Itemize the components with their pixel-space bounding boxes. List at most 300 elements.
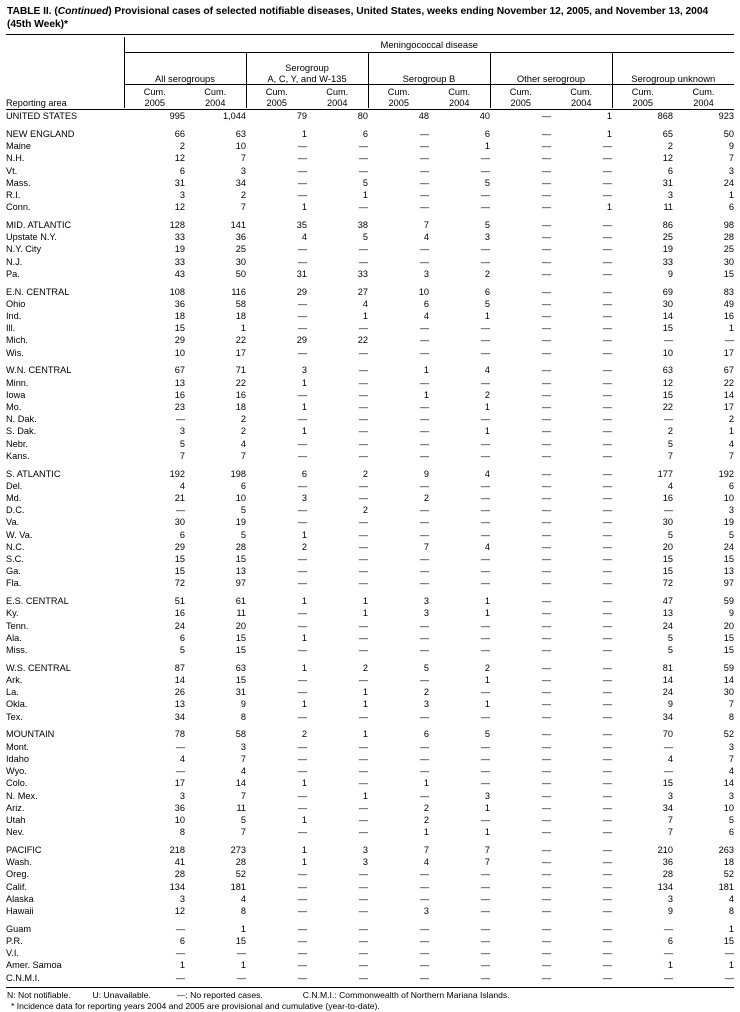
data-cell: 16 — [174, 608, 185, 619]
data-cell: 181 — [718, 881, 734, 892]
reporting-area-cell: Utah — [6, 814, 26, 825]
data-cell: — — [480, 948, 490, 959]
reporting-area-cell: Amer. Samoa — [6, 960, 62, 971]
data-cell: 7 — [728, 153, 734, 164]
reporting-area-cell: S. ATLANTIC — [6, 468, 61, 479]
data-cell: — — [297, 323, 307, 334]
data-cell: — — [541, 141, 551, 152]
data-cell: — — [297, 893, 307, 904]
data-cell: 19 — [235, 517, 246, 528]
data-cell: 22 — [662, 402, 673, 413]
reporting-area-cell: Oreg. — [6, 869, 29, 880]
data-cell: — — [602, 347, 612, 358]
table-row — [6, 698, 734, 710]
data-cell: — — [541, 729, 551, 740]
data-cell: 15 — [662, 389, 673, 400]
data-cell: — — [541, 844, 551, 855]
data-cell: — — [541, 711, 551, 722]
data-cell: 8 — [240, 711, 246, 722]
data-cell: 9 — [667, 905, 673, 916]
data-cell: 1 — [301, 632, 307, 643]
data-cell: 1 — [667, 960, 673, 971]
reporting-area-cell: Conn. — [6, 202, 31, 213]
data-cell: — — [602, 450, 612, 461]
data-cell: — — [480, 450, 490, 461]
data-cell: 1 — [484, 675, 490, 686]
data-cell: 5 — [667, 438, 673, 449]
data-cell: — — [602, 632, 612, 643]
data-cell: 1 — [423, 827, 429, 838]
data-cell: — — [358, 972, 368, 983]
data-cell: — — [297, 827, 307, 838]
data-cell: 7 — [179, 450, 185, 461]
data-cell: — — [358, 365, 368, 376]
reporting-area-cell: R.I. — [6, 190, 21, 200]
data-cell: — — [602, 948, 612, 959]
data-cell: — — [297, 578, 307, 589]
data-cell: 4 — [362, 298, 368, 309]
data-cell: 15 — [235, 645, 246, 656]
data-cell: — — [358, 741, 368, 752]
data-cell: 2 — [240, 414, 246, 425]
data-cell: — — [541, 389, 551, 400]
table-row — [6, 620, 734, 632]
reporting-area-cell: W.N. CENTRAL — [6, 365, 72, 376]
data-cell: — — [541, 529, 551, 540]
data-cell: 1 — [301, 596, 307, 607]
data-cell: 5 — [240, 529, 246, 540]
header-cum-label: Cum. — [387, 87, 410, 98]
data-cell: — — [297, 298, 307, 309]
data-cell: 10 — [174, 814, 185, 825]
data-cell: — — [602, 414, 612, 425]
data-cell: 128 — [169, 220, 185, 230]
data-cell: — — [419, 377, 429, 388]
data-cell: — — [602, 699, 612, 710]
reporting-area-cell: Tenn. — [6, 620, 29, 631]
data-cell: — — [541, 232, 551, 243]
table-row — [6, 231, 734, 243]
data-cell: — — [602, 608, 612, 619]
data-cell: — — [297, 566, 307, 577]
data-cell: 8 — [240, 905, 246, 916]
reporting-area-cell: Calif. — [6, 881, 27, 892]
data-cell: — — [175, 414, 185, 425]
data-cell: — — [358, 244, 368, 255]
reporting-area-cell: Ill. — [6, 323, 16, 334]
data-cell: — — [358, 620, 368, 631]
data-cell: 59 — [723, 662, 734, 673]
data-cell: 1 — [362, 729, 368, 740]
data-cell: — — [175, 741, 185, 752]
table-row — [6, 401, 734, 413]
data-cell: 6 — [179, 632, 185, 643]
data-cell: — — [541, 426, 551, 437]
data-cell: 1 — [301, 699, 307, 710]
reporting-area-cell: N.J. — [6, 256, 23, 267]
data-cell: — — [541, 699, 551, 710]
table-row — [6, 674, 734, 686]
reporting-area-cell: Ariz. — [6, 802, 25, 813]
data-cell: — — [358, 493, 368, 504]
data-cell: — — [541, 165, 551, 176]
data-cell: — — [419, 935, 429, 946]
data-cell: 4 — [667, 753, 673, 764]
data-cell: — — [358, 141, 368, 152]
data-cell: — — [419, 347, 429, 358]
reporting-area-cell: Mich. — [6, 335, 28, 346]
data-cell: 36 — [174, 802, 185, 813]
data-cell: 49 — [723, 298, 734, 309]
header-cum-label: Cum. — [143, 87, 166, 98]
reporting-area-cell: Mont. — [6, 741, 29, 752]
data-cell: — — [297, 153, 307, 164]
data-cell: 1 — [484, 311, 490, 322]
data-cell: 4 — [484, 468, 490, 479]
data-cell: — — [358, 566, 368, 577]
data-cell: — — [480, 505, 490, 516]
data-cell: — — [297, 554, 307, 565]
data-cell: 995 — [169, 111, 185, 122]
data-cell: 7 — [240, 827, 246, 838]
data-cell: 2 — [423, 493, 429, 504]
data-cell: 1 — [362, 596, 368, 607]
reporting-area-cell: N.C. — [6, 541, 25, 552]
data-cell: — — [297, 753, 307, 764]
data-cell: 1 — [728, 190, 734, 200]
table-row — [6, 268, 734, 280]
reporting-area-cell: E.N. CENTRAL — [6, 286, 70, 297]
data-cell: 7 — [240, 153, 246, 164]
data-cell: 36 — [174, 298, 185, 309]
data-cell: 30 — [235, 256, 246, 267]
data-cell: 79 — [296, 111, 307, 122]
reporting-area-cell: Guam — [6, 923, 32, 934]
header-cum-col-7 — [551, 85, 612, 109]
table-row — [6, 541, 734, 553]
data-cell: 2 — [301, 729, 307, 740]
data-cell: 6 — [179, 529, 185, 540]
data-cell: 1 — [301, 529, 307, 540]
data-cell: — — [297, 972, 307, 983]
data-cell: 13 — [174, 377, 185, 388]
data-cell: — — [541, 298, 551, 309]
data-cell: — — [480, 814, 490, 825]
data-cell: 1 — [606, 128, 612, 139]
reporting-area-cell: Minn. — [6, 377, 29, 388]
table-row — [6, 856, 734, 868]
reporting-area-cell: Hawaii — [6, 905, 34, 916]
data-cell: — — [358, 753, 368, 764]
data-cell: — — [724, 972, 734, 983]
data-cell: 4 — [423, 311, 429, 322]
data-cell: — — [541, 505, 551, 516]
data-cell: — — [602, 645, 612, 656]
data-cell: — — [602, 480, 612, 491]
data-cell: — — [541, 741, 551, 752]
data-cell: 16 — [723, 311, 734, 322]
data-cell: — — [602, 881, 612, 892]
table-row — [6, 947, 734, 959]
data-cell: — — [419, 620, 429, 631]
data-cell: 6 — [667, 165, 673, 176]
data-cell: 10 — [235, 141, 246, 152]
table-row — [6, 565, 734, 577]
data-cell: 4 — [240, 438, 246, 449]
data-cell: 7 — [667, 827, 673, 838]
data-cell: 21 — [174, 493, 185, 504]
data-cell: 5 — [240, 814, 246, 825]
data-cell: — — [541, 256, 551, 267]
header-cum-year: 2004 — [571, 97, 592, 108]
data-cell: 14 — [235, 778, 246, 789]
header-cum-year: 2005 — [510, 97, 531, 108]
data-cell: 15 — [174, 554, 185, 565]
data-cell: — — [297, 675, 307, 686]
data-cell: 1 — [301, 778, 307, 789]
data-cell: — — [480, 578, 490, 589]
data-cell: 1 — [728, 960, 734, 971]
data-cell: — — [602, 972, 612, 983]
table-row — [6, 310, 734, 322]
data-cell: 3 — [301, 365, 307, 376]
header-cum-col-4 — [368, 85, 429, 109]
header-cum-col-0 — [124, 85, 185, 109]
data-cell: — — [480, 480, 490, 491]
data-cell: 6 — [423, 298, 429, 309]
data-cell: — — [358, 711, 368, 722]
data-cell: — — [480, 960, 490, 971]
data-cell: — — [419, 972, 429, 983]
header-group-line1: Serogroup unknown — [631, 72, 716, 84]
data-cell: — — [602, 529, 612, 540]
data-cell: 5 — [240, 505, 246, 516]
data-cell: — — [541, 402, 551, 413]
data-cell: 81 — [662, 662, 673, 673]
data-cell: — — [419, 711, 429, 722]
reporting-area-cell: UNITED STATES — [6, 111, 78, 122]
data-cell: — — [541, 414, 551, 425]
table-row — [6, 595, 734, 607]
data-cell: — — [297, 505, 307, 516]
data-cell: — — [480, 244, 490, 255]
data-cell: — — [602, 905, 612, 916]
data-cell: 1 — [484, 402, 490, 413]
data-cell: 52 — [723, 869, 734, 880]
data-cell: 24 — [723, 177, 734, 188]
data-cell: 63 — [662, 365, 673, 376]
data-cell: 9 — [667, 268, 673, 279]
data-cell: — — [541, 365, 551, 376]
reporting-area-cell: N. Dak. — [6, 414, 37, 425]
table-row — [6, 256, 734, 268]
data-cell: 4 — [179, 480, 185, 491]
data-cell: 3 — [362, 857, 368, 868]
data-cell: 1 — [484, 596, 490, 607]
reporting-area-cell: Tex. — [6, 711, 23, 722]
data-cell: 7 — [240, 202, 246, 213]
data-cell: — — [541, 480, 551, 491]
data-cell: — — [602, 790, 612, 801]
reporting-area-cell: Ala. — [6, 632, 22, 643]
data-cell: — — [541, 596, 551, 607]
data-cell: — — [541, 662, 551, 673]
table-row — [6, 686, 734, 698]
reporting-area-cell: D.C. — [6, 505, 25, 516]
data-cell: — — [480, 881, 490, 892]
data-cell: — — [602, 857, 612, 868]
data-cell: — — [358, 960, 368, 971]
data-cell: — — [602, 596, 612, 607]
data-cell: 50 — [723, 128, 734, 139]
data-cell: 263 — [718, 844, 734, 855]
table-row — [6, 728, 734, 740]
reporting-area-cell: Alaska — [6, 893, 34, 904]
data-cell: 7 — [667, 450, 673, 461]
data-cell: 28 — [174, 869, 185, 880]
data-cell: 5 — [728, 814, 734, 825]
data-cell: 51 — [174, 596, 185, 607]
table-row — [6, 480, 734, 492]
data-cell: 7 — [728, 450, 734, 461]
data-cell: 5 — [667, 632, 673, 643]
data-cell: 66 — [174, 128, 185, 139]
data-cell: — — [541, 675, 551, 686]
data-cell: — — [541, 438, 551, 449]
data-cell: 63 — [235, 128, 246, 139]
data-cell: 29 — [296, 286, 307, 297]
data-cell: — — [602, 335, 612, 346]
data-cell: — — [297, 869, 307, 880]
data-cell: 1 — [362, 699, 368, 710]
data-cell: — — [602, 687, 612, 698]
data-cell: — — [541, 948, 551, 959]
data-cell: 8 — [179, 827, 185, 838]
data-cell: — — [480, 893, 490, 904]
header-disease-row — [6, 37, 734, 53]
data-cell: — — [602, 286, 612, 297]
data-cell: 35 — [296, 220, 307, 230]
data-cell: — — [358, 541, 368, 552]
data-cell: — — [419, 402, 429, 413]
table-row — [6, 389, 734, 401]
data-cell: — — [602, 298, 612, 309]
data-cell: 7 — [484, 857, 490, 868]
data-cell: 4 — [240, 766, 246, 777]
data-cell: 67 — [723, 365, 734, 376]
header-group-serogroup-b — [368, 53, 490, 85]
data-cell: 17 — [723, 347, 734, 358]
data-cell: — — [297, 256, 307, 267]
data-cell: — — [602, 960, 612, 971]
data-cell: 6 — [423, 729, 429, 740]
data-cell: 5 — [179, 645, 185, 656]
data-cell: — — [480, 766, 490, 777]
table-row — [6, 814, 734, 826]
table-row — [6, 492, 734, 504]
data-cell: 7 — [484, 844, 490, 855]
reporting-area-cell: Mo. — [6, 402, 22, 413]
reporting-area-cell: Colo. — [6, 778, 28, 789]
data-cell: — — [541, 857, 551, 868]
data-cell: 30 — [662, 517, 673, 528]
data-cell: 3 — [240, 165, 246, 176]
data-cell: — — [480, 165, 490, 176]
data-cell: 177 — [657, 468, 673, 479]
footnote-dash: —: No reported cases. — [176, 989, 263, 1000]
data-cell: — — [602, 232, 612, 243]
data-cell: — — [541, 632, 551, 643]
data-cell: 34 — [662, 711, 673, 722]
data-cell: 4 — [728, 438, 734, 449]
data-cell: 3 — [179, 893, 185, 904]
data-cell: — — [602, 389, 612, 400]
data-cell: 218 — [169, 844, 185, 855]
reporting-area-cell: Del. — [6, 480, 23, 491]
reporting-area-cell: Ark. — [6, 675, 23, 686]
table-row — [6, 322, 734, 334]
data-cell: — — [358, 402, 368, 413]
data-cell: — — [358, 923, 368, 934]
data-cell: — — [480, 190, 490, 200]
data-cell: 26 — [174, 687, 185, 698]
header-cum-year: 2005 — [266, 97, 287, 108]
data-cell: 10 — [662, 347, 673, 358]
data-cell: 25 — [723, 244, 734, 255]
table-row — [6, 868, 734, 880]
data-cell: — — [358, 480, 368, 491]
data-cell: 30 — [662, 298, 673, 309]
data-cell: 116 — [231, 286, 246, 297]
table-row — [6, 140, 734, 152]
data-cell: 5 — [362, 177, 368, 188]
data-cell: — — [541, 220, 551, 230]
data-cell: — — [358, 438, 368, 449]
data-cell: 12 — [174, 153, 185, 164]
data-cell: 5 — [423, 662, 429, 673]
data-cell: — — [480, 869, 490, 880]
data-cell: — — [602, 141, 612, 152]
data-cell: 5 — [484, 177, 490, 188]
data-cell: 14 — [723, 675, 734, 686]
data-cell: — — [541, 450, 551, 461]
data-cell: — — [480, 256, 490, 267]
table-row — [6, 438, 734, 450]
data-cell: — — [480, 414, 490, 425]
data-cell: 15 — [723, 268, 734, 279]
data-cell: — — [663, 335, 673, 346]
data-cell: — — [297, 711, 307, 722]
data-cell: 5 — [179, 438, 185, 449]
data-cell: 2 — [423, 802, 429, 813]
data-cell: — — [480, 566, 490, 577]
table-row — [6, 662, 734, 674]
data-cell: — — [358, 881, 368, 892]
reporting-area-cell: PACIFIC — [6, 844, 42, 855]
data-cell: — — [480, 529, 490, 540]
data-cell: 1 — [301, 128, 307, 139]
data-cell: 13 — [723, 566, 734, 577]
data-cell: — — [358, 935, 368, 946]
data-cell: 15 — [235, 935, 246, 946]
data-cell: — — [236, 972, 246, 983]
data-cell: 4 — [728, 893, 734, 904]
data-cell: — — [602, 566, 612, 577]
data-cell: 36 — [235, 232, 246, 243]
data-cell: — — [541, 190, 551, 200]
data-cell: 1 — [301, 402, 307, 413]
data-cell: 87 — [174, 662, 185, 673]
